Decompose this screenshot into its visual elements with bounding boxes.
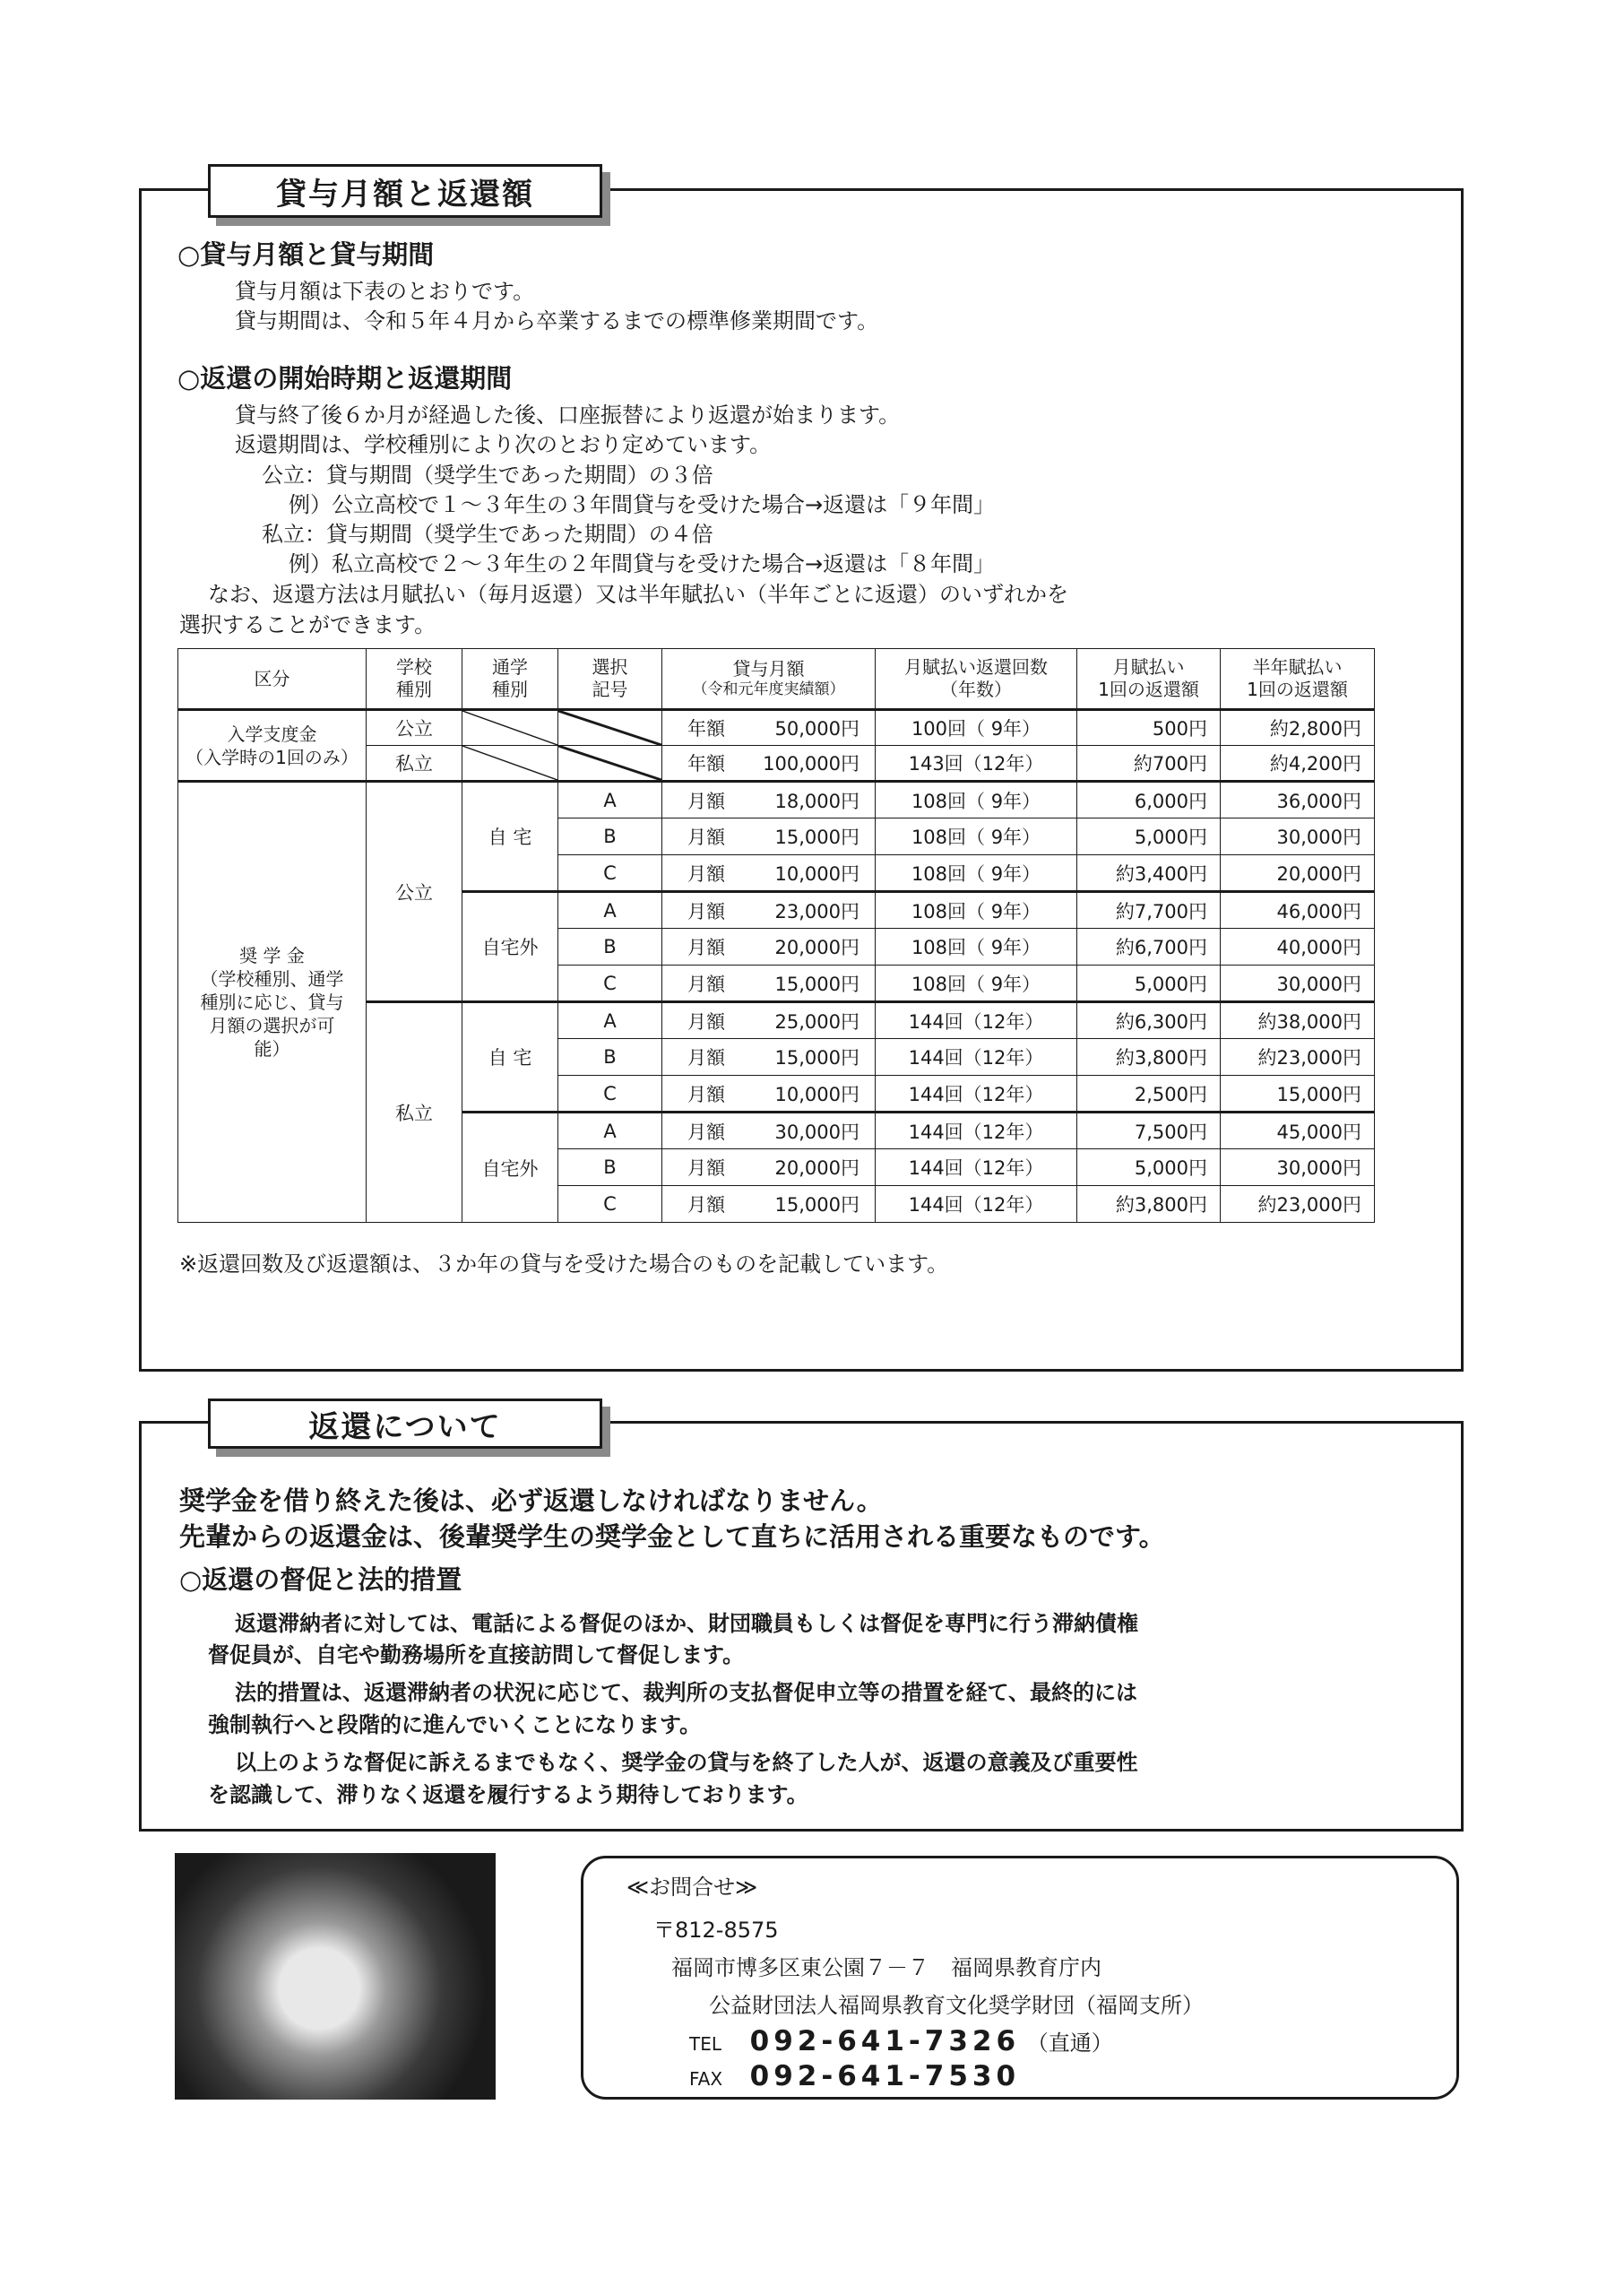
- monthly-payment-cell: 500円: [1077, 710, 1221, 746]
- code-cell: C: [558, 966, 662, 1002]
- amount-label: 月額: [687, 790, 725, 812]
- code-cell: A: [558, 782, 662, 818]
- amount-label: 月額: [687, 1047, 725, 1069]
- amount-cell: [662, 1149, 876, 1186]
- contact-org: 公益財団法人福岡県教育文化奨学財団（福岡支所）: [709, 1993, 1204, 2018]
- header-kubun: 区分: [178, 649, 367, 710]
- entrance-fund-label: 入学支度金 （入学時の1回のみ）: [178, 710, 367, 782]
- semiannual-payment-cell: 45,000円: [1221, 1113, 1375, 1149]
- school-type-cell: 私立: [367, 746, 462, 782]
- amount-label: 月額: [687, 973, 725, 995]
- fax-label: FAX: [689, 2068, 723, 2090]
- monthly-payment-cell: 約7,700円: [1077, 892, 1221, 929]
- emphasis-line: 先輩からの返還金は、後輩奨学生の奨学金として直ちに活用される重要なものです。: [179, 1521, 1165, 1552]
- amount-label: 月額: [687, 1121, 725, 1143]
- school-type-cell: 公立: [367, 710, 462, 746]
- monthly-payment-cell: 7,500円: [1077, 1113, 1221, 1149]
- text-line: 返還滞納者に対しては、電話による督促のほか、財団職員もしくは督促を専門に行う滞納債権: [235, 1611, 1138, 1636]
- amount-value: 50,000円: [774, 718, 860, 740]
- header-repay-count-sub: （年数）: [940, 679, 1012, 700]
- repay-count-cell: 144回（12年）: [876, 1002, 1077, 1039]
- repay-count-cell: 144回（12年）: [876, 1076, 1077, 1113]
- text-line: 選択することができます。: [179, 612, 436, 637]
- amount-label: 月額: [687, 827, 725, 848]
- table-footnote: ※返還回数及び返還額は、３か年の貸与を受けた場合のものを記載しています。: [179, 1251, 949, 1277]
- flower-photo: [175, 1853, 496, 2100]
- repay-count-cell: 100回（ 9年）: [876, 710, 1077, 746]
- code-cell: A: [558, 1113, 662, 1149]
- scholarship-label: 奨 学 金 （学校種別、通学 種別に応じ、貸与 月額の選択が可 能）: [178, 782, 367, 1223]
- amount-label: 月額: [687, 1083, 725, 1105]
- code-cell: A: [558, 892, 662, 929]
- text-line: 私立：貸与期間（奨学生であった期間）の４倍: [262, 522, 713, 547]
- repay-count-cell: 108回（ 9年）: [876, 818, 1077, 855]
- amount-label: 月額: [687, 862, 725, 885]
- header-monthly-amount: [662, 649, 876, 710]
- text-line: なお、返還方法は月賦払い（毎月返還）又は半年賦払い（半年ごとに返還）のいずれかを: [208, 582, 1068, 607]
- code-cell: B: [558, 1039, 662, 1076]
- repay-count-cell: 144回（12年）: [876, 1039, 1077, 1076]
- amount-value: 23,000円: [774, 900, 860, 922]
- repay-count-cell: 108回（ 9年）: [876, 855, 1077, 892]
- section-title-text: 返還について: [308, 1408, 502, 1445]
- code-cell: C: [558, 1076, 662, 1113]
- semiannual-payment-cell: 約23,000円: [1221, 1039, 1375, 1076]
- contact-zip: 〒812-8575: [653, 1918, 779, 1943]
- monthly-payment-cell: 2,500円: [1077, 1076, 1221, 1113]
- fax-number: 092-641-7530: [749, 2060, 1021, 2092]
- monthly-payment-cell: 約6,700円: [1077, 929, 1221, 966]
- code-cell: C: [558, 1186, 662, 1223]
- amount-cell: [662, 1002, 876, 1039]
- header-monthly-amount-sub: （令和元年度実績額）: [692, 680, 845, 698]
- tel-number[interactable]: 092-641-7326: [749, 2025, 1021, 2057]
- monthly-payment-cell: 約6,300円: [1077, 1002, 1221, 1039]
- amount-label: 月額: [687, 1010, 725, 1033]
- semiannual-payment-cell: 30,000円: [1221, 966, 1375, 1002]
- tel-note: （直通）: [1026, 2031, 1113, 2056]
- repay-count-cell: 108回（ 9年）: [876, 892, 1077, 929]
- header-repay-count-main: 月賦払い返還回数: [904, 656, 1048, 678]
- contact-box: [581, 1856, 1459, 2100]
- semiannual-payment-cell: 30,000円: [1221, 1149, 1375, 1186]
- amount-cell: [662, 746, 876, 782]
- monthly-payment-cell: 約3,400円: [1077, 855, 1221, 892]
- header-school-type: 学校 種別: [367, 649, 462, 710]
- code-cell: A: [558, 1002, 662, 1039]
- amount-value: 18,000円: [774, 790, 860, 812]
- amount-value: 20,000円: [774, 937, 860, 958]
- amount-cell: [662, 1113, 876, 1149]
- code-cell: B: [558, 929, 662, 966]
- commute-away: 自宅外: [462, 1113, 558, 1223]
- heading-repayment-period: ○返還の開始時期と返還期間: [177, 363, 513, 394]
- repay-count-cell: 108回（ 9年）: [876, 782, 1077, 818]
- semiannual-payment-cell: 15,000円: [1221, 1076, 1375, 1113]
- semiannual-payment-cell: 46,000円: [1221, 892, 1375, 929]
- semiannual-payment-cell: 約4,200円: [1221, 746, 1375, 782]
- text-line: 貸与終了後６か月が経過した後、口座振替により返還が始まります。: [235, 403, 901, 428]
- amount-value: 10,000円: [774, 1083, 860, 1105]
- text-line: 例）私立高校で２～３年生の２年間貸与を受けた場合→返還は「８年間」: [289, 551, 996, 576]
- semiannual-payment-cell: 20,000円: [1221, 855, 1375, 892]
- monthly-payment-cell: 約3,800円: [1077, 1186, 1221, 1223]
- commute-home: 自 宅: [462, 782, 558, 892]
- repay-count-cell: 144回（12年）: [876, 1186, 1077, 1223]
- school-type-private: 私立: [367, 1002, 462, 1223]
- school-type-public: 公立: [367, 782, 462, 1002]
- heading-loan-period: ○貸与月額と貸与期間: [177, 239, 435, 270]
- header-code: 選択 記号: [558, 649, 662, 710]
- header-monthly-payment: 月賦払い 1回の返還額: [1077, 649, 1221, 710]
- commute-home: 自 宅: [462, 1002, 558, 1113]
- semiannual-payment-cell: 約2,800円: [1221, 710, 1375, 746]
- amount-cell: [662, 966, 876, 1002]
- code-cell: B: [558, 818, 662, 855]
- amount-value: 10,000円: [774, 862, 860, 885]
- amount-label: 年額: [687, 753, 725, 775]
- amount-label: 月額: [687, 1157, 725, 1179]
- contact-address: 福岡市博多区東公園７－７ 福岡県教育庁内: [671, 1955, 1101, 1980]
- code-cell: C: [558, 855, 662, 892]
- contact-tel-row: [689, 2025, 1113, 2057]
- header-monthly-amount-main: 貸与月額: [732, 657, 805, 680]
- code-cell: B: [558, 1149, 662, 1186]
- monthly-payment-cell: 6,000円: [1077, 782, 1221, 818]
- empty-diagonal-cell: [462, 710, 558, 746]
- empty-diagonal-cell: [558, 710, 662, 746]
- text-line: 強制執行へと段階的に進んでいくことになります。: [208, 1712, 702, 1737]
- text-line: 法的措置は、返還滞納者の状況に応じて、裁判所の支払督促申立等の措置を経て、最終的には: [235, 1680, 1138, 1705]
- repay-count-cell: 108回（ 9年）: [876, 966, 1077, 1002]
- amount-value: 15,000円: [774, 973, 860, 995]
- repay-count-cell: 144回（12年）: [876, 1149, 1077, 1186]
- amount-cell: [662, 818, 876, 855]
- emphasis-line: 奨学金を借り終えた後は、必ず返還しなければなりません。: [179, 1485, 883, 1516]
- contact-title: ≪お問合せ≫: [626, 1875, 758, 1900]
- amount-label: 月額: [687, 900, 725, 922]
- amount-label: 月額: [687, 937, 725, 958]
- monthly-payment-cell: 約700円: [1077, 746, 1221, 782]
- table-row: [178, 782, 1375, 818]
- monthly-payment-cell: 5,000円: [1077, 818, 1221, 855]
- contact-fax-row: [689, 2060, 1020, 2092]
- empty-diagonal-cell: [462, 746, 558, 782]
- header-semiannual-payment: 半年賦払い 1回の返還額: [1221, 649, 1375, 710]
- amount-cell: [662, 782, 876, 818]
- text-line: 以上のような督促に訴えるまでもなく、奨学金の貸与を終了した人が、返還の意義及び重要性: [235, 1750, 1138, 1775]
- semiannual-payment-cell: 約23,000円: [1221, 1186, 1375, 1223]
- repay-count-cell: 108回（ 9年）: [876, 929, 1077, 966]
- amount-value: 15,000円: [774, 1194, 860, 1216]
- amount-value: 15,000円: [774, 1047, 860, 1069]
- monthly-payment-cell: 約3,800円: [1077, 1039, 1221, 1076]
- header-commute-type: 通学 種別: [462, 649, 558, 710]
- text-line: 貸与月額は下表のとおりです。: [235, 279, 535, 304]
- amount-value: 30,000円: [774, 1121, 860, 1143]
- amount-label: 月額: [687, 1194, 725, 1216]
- section-title-repayment: [208, 1399, 602, 1449]
- header-repay-count: [876, 649, 1077, 710]
- monthly-payment-cell: 5,000円: [1077, 966, 1221, 1002]
- amount-value: 25,000円: [774, 1010, 860, 1033]
- semiannual-payment-cell: 約38,000円: [1221, 1002, 1375, 1039]
- semiannual-payment-cell: 36,000円: [1221, 782, 1375, 818]
- amount-cell: [662, 892, 876, 929]
- table-row: [178, 710, 1375, 746]
- monthly-payment-cell: 5,000円: [1077, 1149, 1221, 1186]
- text-line: 督促員が、自宅や勤務場所を直接訪問して督促します。: [208, 1642, 745, 1667]
- amount-label: 年額: [687, 718, 725, 740]
- amount-value: 100,000円: [763, 753, 860, 775]
- heading-collection-measures: ○返還の督促と法的措置: [179, 1564, 462, 1595]
- amount-cell: [662, 929, 876, 966]
- repay-count-cell: 144回（12年）: [876, 1113, 1077, 1149]
- empty-diagonal-cell: [558, 746, 662, 782]
- amount-cell: [662, 1076, 876, 1113]
- semiannual-payment-cell: 40,000円: [1221, 929, 1375, 966]
- loan-table: [177, 648, 1375, 1223]
- commute-away: 自宅外: [462, 892, 558, 1002]
- amount-cell: [662, 710, 876, 746]
- text-line: 例）公立高校で１～３年生の３年間貸与を受けた場合→返還は「９年間」: [289, 492, 996, 517]
- table-header-row: [178, 649, 1375, 710]
- amount-value: 20,000円: [774, 1157, 860, 1179]
- amount-cell: [662, 1039, 876, 1076]
- section-title-text: 貸与月額と返還額: [276, 176, 534, 212]
- tel-label: TEL: [689, 2033, 721, 2055]
- semiannual-payment-cell: 30,000円: [1221, 818, 1375, 855]
- text-line: を認識して、滞りなく返還を履行するよう期待しております。: [208, 1782, 808, 1807]
- repay-count-cell: 143回（12年）: [876, 746, 1077, 782]
- amount-cell: [662, 855, 876, 892]
- section-title-loan-amount: [208, 164, 602, 218]
- text-line: 公立：貸与期間（奨学生であった期間）の３倍: [262, 463, 713, 488]
- text-line: 返還期間は、学校種別により次のとおり定めています。: [235, 432, 772, 457]
- amount-cell: [662, 1186, 876, 1223]
- text-line: 貸与期間は、令和５年４月から卒業するまでの標準修業期間です。: [235, 308, 879, 333]
- amount-value: 15,000円: [774, 827, 860, 848]
